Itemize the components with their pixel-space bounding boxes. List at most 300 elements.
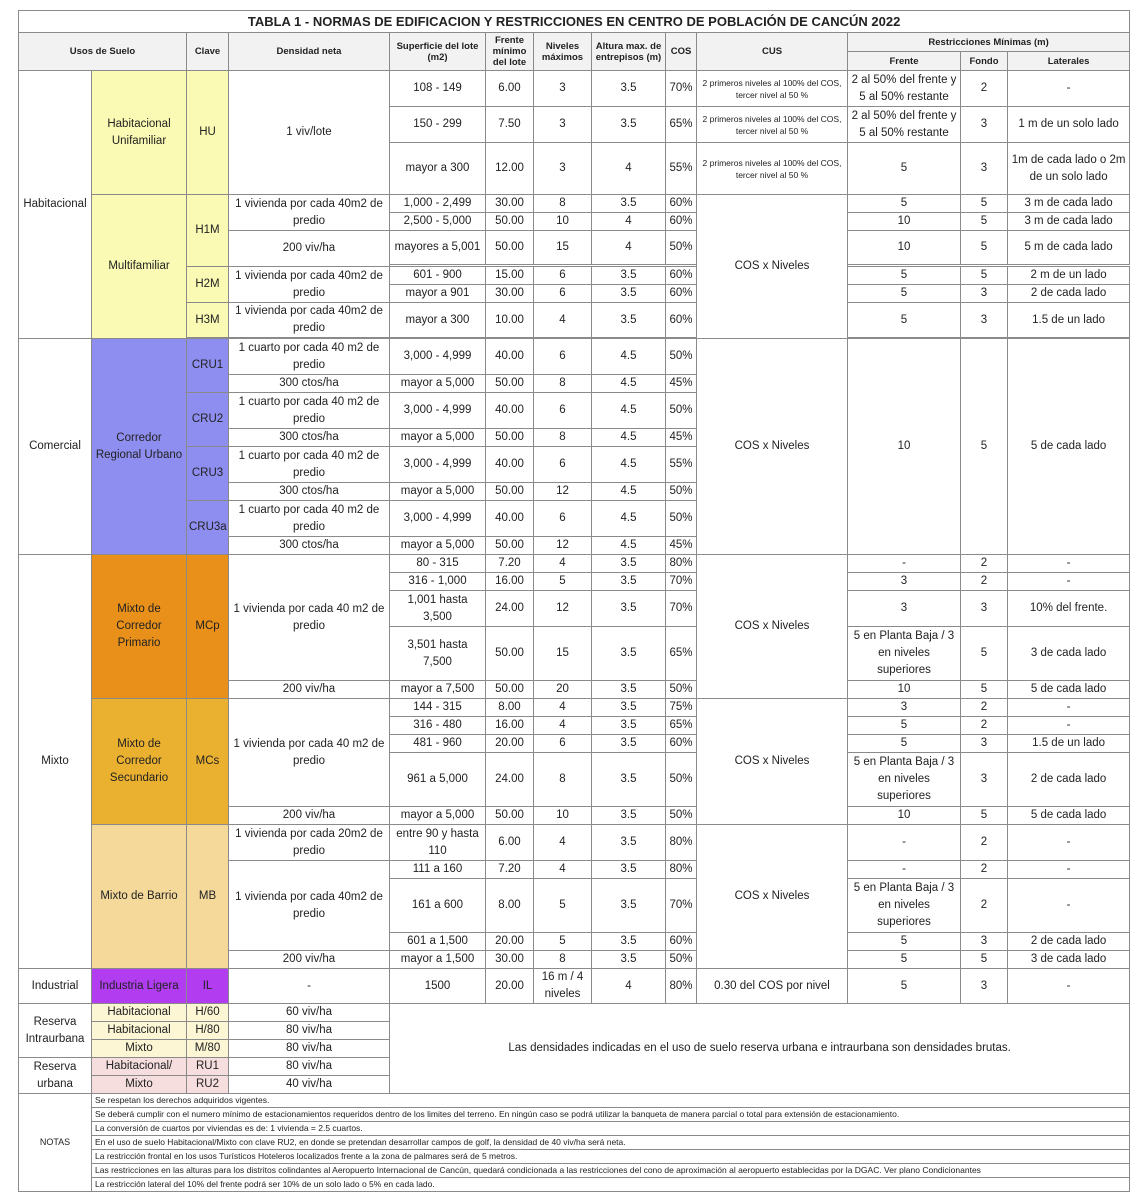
table-cell: 5: [961, 951, 1008, 969]
table-cell: 6: [534, 501, 592, 537]
table-cell: 144 - 315: [390, 699, 486, 717]
table-cell: 6: [534, 447, 592, 483]
densidad-ctos: 300 ctos/ha: [229, 375, 390, 393]
table-cell: 3: [848, 699, 961, 717]
note-row: [19, 1122, 1130, 1136]
reserva-clave: RU2: [187, 1076, 229, 1094]
table-cell: 4.5: [592, 429, 666, 447]
table-cell: 70%: [666, 591, 697, 627]
table-cell: -: [1008, 71, 1130, 107]
table-cell: 3: [961, 753, 1008, 807]
table-cell: -: [1008, 879, 1130, 933]
table-cell: 961 a 5,000: [390, 753, 486, 807]
table-cell: 3.5: [592, 699, 666, 717]
table-cell: 1.5 de un lado: [1008, 735, 1130, 753]
table-cell: 80%: [666, 861, 697, 879]
table-cell: 3: [961, 969, 1008, 1004]
note-text: Se deberá cumplir con el numero mínimo de estacionamientos requeridos dentro de los limites del terreno. En ningún caso se podrá utilizar la banqueta de manera parcial o total para extensión de estacionamiento.: [92, 1108, 1130, 1122]
table-cell: 111 a 160: [390, 861, 486, 879]
table-cell: 2: [961, 699, 1008, 717]
table-cell: 10: [848, 213, 961, 231]
table-cell: -: [1008, 969, 1130, 1004]
reserva-clave: H/60: [187, 1004, 229, 1022]
table-cell: 50.00: [486, 429, 534, 447]
table-cell: 150 - 299: [390, 107, 486, 143]
table-cell: 3.5: [592, 825, 666, 861]
laterales-comercial: 5 de cada lado: [1008, 339, 1130, 555]
table-cell: 30.00: [486, 285, 534, 303]
reserva-uso: Habitacional/: [92, 1058, 187, 1076]
table-cell: 3.5: [592, 285, 666, 303]
table-cell: 601 a 1,500: [390, 933, 486, 951]
table-cell: 50.00: [486, 807, 534, 825]
table-cell: mayor a 5,000: [390, 483, 486, 501]
table-cell: 10: [848, 807, 961, 825]
header-cos: COS: [666, 33, 697, 71]
table-cell: 6: [534, 339, 592, 375]
table-cell: 20: [534, 681, 592, 699]
table-cell: -: [1008, 573, 1130, 591]
table-cell: 2: [961, 717, 1008, 735]
table-cell: -: [848, 825, 961, 861]
table-cell: mayor a 901: [390, 285, 486, 303]
table-cell: 50.00: [486, 627, 534, 681]
densidad-h2m: 1 vivienda por cada 40m2 de predio: [229, 267, 390, 303]
table-cell: 5: [848, 969, 961, 1004]
frente-comercial: 10: [848, 339, 961, 555]
table-cell: 5: [534, 573, 592, 591]
table-cell: 2 primeros niveles al 100% del COS, tercer nivel al 50 %: [697, 107, 848, 143]
table-cell: 4.5: [592, 393, 666, 429]
table-cell: 10: [534, 807, 592, 825]
table-cell: 5: [848, 267, 961, 285]
table-cell: 3.5: [592, 573, 666, 591]
table-cell: 6.00: [486, 71, 534, 107]
table-cell: 3: [534, 71, 592, 107]
table-cell: 161 a 600: [390, 879, 486, 933]
table-cell: 5: [534, 933, 592, 951]
table-cell: 4: [592, 231, 666, 265]
table-cell: 5: [534, 879, 592, 933]
clave-cru3a: CRU3a: [187, 501, 229, 555]
table-cell: 60%: [666, 195, 697, 213]
table-cell: 2,500 - 5,000: [390, 213, 486, 231]
table-cell: 15: [534, 231, 592, 265]
table-cell: 5 en Planta Baja / 3 en niveles superiores: [848, 753, 961, 807]
table-cell: 75%: [666, 699, 697, 717]
table-cell: -: [1008, 717, 1130, 735]
table-cell: 2 de cada lado: [1008, 285, 1130, 303]
table-cell: 50%: [666, 393, 697, 429]
note-row: [19, 1164, 1130, 1178]
header-cus: CUS: [697, 33, 848, 71]
table-cell: 4.5: [592, 483, 666, 501]
table-cell: 15: [534, 627, 592, 681]
table-cell: 0.30 del COS por nivel: [697, 969, 848, 1004]
table-cell: 70%: [666, 573, 697, 591]
cus-multifamiliar: COS x Niveles: [697, 195, 848, 339]
table-cell: 4.5: [592, 537, 666, 555]
table-cell: 6.00: [486, 825, 534, 861]
table-cell: 60%: [666, 303, 697, 338]
clave-h1m: H1M: [187, 195, 229, 267]
table-cell: 3.5: [592, 753, 666, 807]
table-cell: 10: [848, 681, 961, 699]
table-cell: 3.5: [592, 681, 666, 699]
densidad-hu: 1 viv/lote: [229, 71, 390, 195]
table-cell: 5: [848, 951, 961, 969]
table-cell: 50.00: [486, 681, 534, 699]
table-cell: 3,000 - 4,999: [390, 339, 486, 375]
densidad-mb-200: 200 viv/ha: [229, 951, 390, 969]
table-cell: 3: [961, 933, 1008, 951]
densidad-ctos: 300 ctos/ha: [229, 537, 390, 555]
table-cell: 65%: [666, 717, 697, 735]
notes-label: NOTAS: [19, 1094, 92, 1192]
table-cell: 3.5: [592, 591, 666, 627]
use-mixto-barrio: Mixto de Barrio: [92, 825, 187, 969]
table-cell: 481 - 960: [390, 735, 486, 753]
densidad-cuarto: 1 cuarto por cada 40 m2 de predio: [229, 339, 390, 375]
table-cell: 20.00: [486, 933, 534, 951]
header-r-frente: Frente: [848, 52, 961, 71]
table-cell: 3.5: [592, 107, 666, 143]
table-cell: 45%: [666, 537, 697, 555]
reserva-uso: Habitacional: [92, 1004, 187, 1022]
use-corredor-regional: Corredor Regional Urbano: [92, 339, 187, 555]
zoning-table-container: [18, 10, 1129, 1192]
cus-mb: COS x Niveles: [697, 825, 848, 969]
cus-mcp: COS x Niveles: [697, 555, 848, 699]
table-cell: 20.00: [486, 735, 534, 753]
table-cell: 2: [961, 573, 1008, 591]
table-cell: mayor a 5,000: [390, 375, 486, 393]
table-cell: 3,000 - 4,999: [390, 393, 486, 429]
table-cell: 2 primeros niveles al 100% del COS, tercer nivel al 50 %: [697, 143, 848, 195]
densidad-h1m: 1 vivienda por cada 40m2 de predio: [229, 195, 390, 231]
table-cell: 8.00: [486, 699, 534, 717]
table-cell: 2 primeros niveles al 100% del COS, tercer nivel al 50 %: [697, 71, 848, 107]
note-row: [19, 1094, 1130, 1108]
table-cell: 1,001 hasta 3,500: [390, 591, 486, 627]
table-cell: 16.00: [486, 717, 534, 735]
clave-mb: MB: [187, 825, 229, 969]
table-cell: 7.50: [486, 107, 534, 143]
table-cell: 5: [961, 195, 1008, 213]
header-clave: Clave: [187, 33, 229, 71]
table-cell: 4: [534, 699, 592, 717]
table-cell: 3.5: [592, 861, 666, 879]
cus-comercial: COS x Niveles: [697, 339, 848, 555]
table-row: [19, 1004, 1130, 1022]
table-cell: 3: [848, 591, 961, 627]
clave-h3m: H3M: [187, 303, 229, 338]
table-cell: 30.00: [486, 951, 534, 969]
table-cell: 80 - 315: [390, 555, 486, 573]
table-cell: 3,000 - 4,999: [390, 501, 486, 537]
reserva-note: Las densidades indicadas en el uso de suelo reserva urbana e intraurbana son densidades brutas.: [390, 1004, 1130, 1094]
table-cell: 10: [848, 231, 961, 265]
table-cell: 3,501 hasta 7,500: [390, 627, 486, 681]
table-cell: 5: [848, 735, 961, 753]
table-cell: 5 de cada lado: [1008, 681, 1130, 699]
group-industrial: Industrial: [19, 969, 92, 1004]
table-cell: 2: [961, 71, 1008, 107]
fondo-comercial: 5: [961, 339, 1008, 555]
header-niveles: Niveles máximos: [534, 33, 592, 71]
header-restricciones: Restricciones Mínimas (m): [848, 33, 1130, 52]
table-cell: 1,000 - 2,499: [390, 195, 486, 213]
table-cell: 6: [534, 393, 592, 429]
table-cell: 12: [534, 591, 592, 627]
header-frente-minimo: Frente mínimo del lote: [486, 33, 534, 71]
table-cell: 3: [534, 107, 592, 143]
table-cell: 50.00: [486, 375, 534, 393]
clave-hu: HU: [187, 71, 229, 195]
densidad-mcs-200: 200 viv/ha: [229, 807, 390, 825]
table-cell: 3.5: [592, 951, 666, 969]
table-row: [19, 555, 1130, 573]
table-cell: 8: [534, 951, 592, 969]
table-cell: 2 al 50% del frente y 5 al 50% restante: [848, 107, 961, 143]
use-hab-unifamiliar: Habitacional Unifamiliar: [92, 71, 187, 195]
table-cell: 65%: [666, 107, 697, 143]
table-cell: 3 m de cada lado: [1008, 213, 1130, 231]
densidad-h3m: 1 vivienda por cada 40m2 de predio: [229, 303, 390, 338]
table-cell: 4.5: [592, 501, 666, 537]
table-cell: -: [1008, 699, 1130, 717]
table-cell: 15.00: [486, 267, 534, 285]
table-cell: 5 m de cada lado: [1008, 231, 1130, 265]
table-cell: 8: [534, 429, 592, 447]
table-cell: -: [1008, 861, 1130, 879]
densidad-200-viv: 200 viv/ha: [229, 231, 390, 267]
densidad-mcp-200: 200 viv/ha: [229, 681, 390, 699]
table-cell: 6: [534, 267, 592, 285]
table-cell: 5: [848, 195, 961, 213]
group-reserva-urbana: Reserva urbana: [19, 1058, 92, 1094]
table-cell: 8: [534, 375, 592, 393]
table-cell: 601 - 900: [390, 267, 486, 285]
group-habitacional: Habitacional: [19, 71, 92, 339]
table-cell: 60%: [666, 267, 697, 285]
note-row: [19, 1178, 1130, 1192]
table-cell: mayor a 5,000: [390, 429, 486, 447]
cus-mcs: COS x Niveles: [697, 699, 848, 825]
table-cell: 3.5: [592, 555, 666, 573]
table-cell: 5: [961, 807, 1008, 825]
table-cell: 2 m de un lado: [1008, 267, 1130, 285]
table-cell: 8: [534, 753, 592, 807]
table-cell: 3: [961, 143, 1008, 195]
table-cell: -: [848, 861, 961, 879]
densidad-mcp: 1 vivienda por cada 40 m2 de predio: [229, 555, 390, 681]
table-cell: 4.5: [592, 339, 666, 375]
table-cell: 12: [534, 537, 592, 555]
table-cell: 50.00: [486, 483, 534, 501]
table-cell: -: [1008, 825, 1130, 861]
table-cell: -: [229, 969, 390, 1004]
table-cell: 12.00: [486, 143, 534, 195]
table-cell: 50%: [666, 753, 697, 807]
use-multifamiliar: Multifamiliar: [92, 195, 187, 339]
table-cell: mayor a 300: [390, 143, 486, 195]
clave-h2m: H2M: [187, 267, 229, 303]
table-row: [19, 699, 1130, 717]
table-cell: 5: [848, 285, 961, 303]
table-cell: 3.5: [592, 303, 666, 338]
note-row: [19, 1108, 1130, 1122]
table-cell: 60%: [666, 285, 697, 303]
table-cell: 50.00: [486, 537, 534, 555]
header-densidad: Densidad neta: [229, 33, 390, 71]
table-cell: 3.5: [592, 717, 666, 735]
table-cell: mayor a 7,500: [390, 681, 486, 699]
table-cell: 3.5: [592, 879, 666, 933]
table-cell: 5: [961, 267, 1008, 285]
table-cell: mayor a 1,500: [390, 951, 486, 969]
table-cell: 2 de cada lado: [1008, 753, 1130, 807]
table-cell: mayores a 5,001: [390, 231, 486, 265]
table-cell: 316 - 480: [390, 717, 486, 735]
table-cell: 5: [961, 681, 1008, 699]
table-cell: 1 m de un solo lado: [1008, 107, 1130, 143]
table-cell: 4: [592, 143, 666, 195]
table-cell: 10: [534, 213, 592, 231]
table-row: [19, 195, 1130, 213]
densidad-ctos: 300 ctos/ha: [229, 429, 390, 447]
table-cell: 5 en Planta Baja / 3 en niveles superiores: [848, 879, 961, 933]
table-cell: 40.00: [486, 393, 534, 429]
table-cell: 3: [848, 573, 961, 591]
reserva-uso: Habitacional: [92, 1022, 187, 1040]
table-cell: 50%: [666, 483, 697, 501]
table-cell: 50%: [666, 951, 697, 969]
table-row: [19, 339, 1130, 375]
table-cell: 5 de cada lado: [1008, 807, 1130, 825]
reserva-clave: RU1: [187, 1058, 229, 1076]
table-cell: 12: [534, 483, 592, 501]
table-cell: 3: [961, 303, 1008, 338]
table-cell: -: [1008, 555, 1130, 573]
reserva-uso: Mixto: [92, 1040, 187, 1058]
table-cell: 316 - 1,000: [390, 573, 486, 591]
clave-cru1: CRU1: [187, 339, 229, 393]
reserva-densidad: 80 viv/ha: [229, 1040, 390, 1058]
table-cell: 5 en Planta Baja / 3 en niveles superiores: [848, 627, 961, 681]
note-text: La restricción frontal en los usos Turísticos Hoteleros localizados frente a la zona de palmares será de 5 metros.: [92, 1150, 1130, 1164]
table-cell: 2 al 50% del frente y 5 al 50% restante: [848, 71, 961, 107]
table-cell: 3: [534, 143, 592, 195]
table-cell: 4: [534, 825, 592, 861]
table-cell: 3: [961, 591, 1008, 627]
reserva-densidad: 40 viv/ha: [229, 1076, 390, 1094]
table-cell: 40.00: [486, 339, 534, 375]
table-cell: 3 m de cada lado: [1008, 195, 1130, 213]
table-cell: 50%: [666, 681, 697, 699]
table-cell: 4: [534, 717, 592, 735]
zoning-table: [18, 10, 1130, 1192]
table-cell: 5: [961, 627, 1008, 681]
table-cell: entre 90 y hasta 110: [390, 825, 486, 861]
note-text: La restricción lateral del 10% del frente podrá ser 10% de un solo lado o 5% en cada lado.: [92, 1178, 1130, 1192]
table-cell: 5: [848, 933, 961, 951]
table-cell: 3.5: [592, 933, 666, 951]
use-mixto-corredor-primario: Mixto de Corredor Primario: [92, 555, 187, 699]
note-text: La conversión de cuartos por viviendas es de: 1 vivienda = 2.5 cuartos.: [92, 1122, 1130, 1136]
table-cell: 4.5: [592, 447, 666, 483]
table-cell: 3 de cada lado: [1008, 951, 1130, 969]
use-industria-ligera: Industria Ligera: [92, 969, 187, 1004]
group-comercial: Comercial: [19, 339, 92, 555]
table-cell: 80%: [666, 825, 697, 861]
table-cell: 70%: [666, 71, 697, 107]
note-row: [19, 1150, 1130, 1164]
table-cell: 16 m / 4 niveles: [534, 969, 592, 1004]
header-superficie: Superficie del lote (m2): [390, 33, 486, 71]
densidad-ctos: 300 ctos/ha: [229, 483, 390, 501]
table-cell: 45%: [666, 375, 697, 393]
table-cell: 3: [961, 107, 1008, 143]
header-r-fondo: Fondo: [961, 52, 1008, 71]
table-cell: 45%: [666, 429, 697, 447]
table-cell: 3,000 - 4,999: [390, 447, 486, 483]
table-cell: 60%: [666, 735, 697, 753]
clave-cru3: CRU3: [187, 447, 229, 501]
densidad-mcs: 1 vivienda por cada 40 m2 de predio: [229, 699, 390, 807]
table-cell: 10% del frente.: [1008, 591, 1130, 627]
table-row: [19, 969, 1130, 1004]
table-cell: 50%: [666, 501, 697, 537]
clave-mcp: MCp: [187, 555, 229, 699]
table-cell: 10.00: [486, 303, 534, 338]
table-cell: 7.20: [486, 861, 534, 879]
clave-cru2: CRU2: [187, 393, 229, 447]
table-cell: 65%: [666, 627, 697, 681]
table-cell: 4: [534, 555, 592, 573]
table-cell: 108 - 149: [390, 71, 486, 107]
table-cell: 1500: [390, 969, 486, 1004]
table-cell: 7.20: [486, 555, 534, 573]
table-row: [19, 71, 1130, 107]
table-cell: 4: [592, 213, 666, 231]
table-title: TABLA 1 - NORMAS DE EDIFICACION Y RESTRICCIONES EN CENTRO DE POBLACIÓN DE CANCÚN 2022: [19, 11, 1130, 33]
table-cell: mayor a 300: [390, 303, 486, 338]
table-cell: 3 de cada lado: [1008, 627, 1130, 681]
table-cell: 80%: [666, 969, 697, 1004]
header-r-laterales: Laterales: [1008, 52, 1130, 71]
table-cell: 24.00: [486, 591, 534, 627]
densidad-cuarto: 1 cuarto por cada 40 m2 de predio: [229, 393, 390, 429]
table-cell: 50%: [666, 231, 697, 265]
reserva-uso: Mixto: [92, 1076, 187, 1094]
table-cell: 4: [534, 861, 592, 879]
table-cell: 5: [961, 213, 1008, 231]
table-cell: 2: [961, 555, 1008, 573]
reserva-densidad: 60 viv/ha: [229, 1004, 390, 1022]
reserva-densidad: 80 viv/ha: [229, 1022, 390, 1040]
table-cell: mayor a 5,000: [390, 537, 486, 555]
group-reserva-intraurbana: Reserva Intraurbana: [19, 1004, 92, 1058]
table-cell: 2: [961, 879, 1008, 933]
table-cell: 40.00: [486, 447, 534, 483]
table-cell: 20.00: [486, 969, 534, 1004]
table-cell: 8.00: [486, 879, 534, 933]
table-cell: 3.5: [592, 735, 666, 753]
table-cell: 6: [534, 735, 592, 753]
table-cell: 6: [534, 285, 592, 303]
header-usos: Usos de Suelo: [19, 33, 187, 71]
